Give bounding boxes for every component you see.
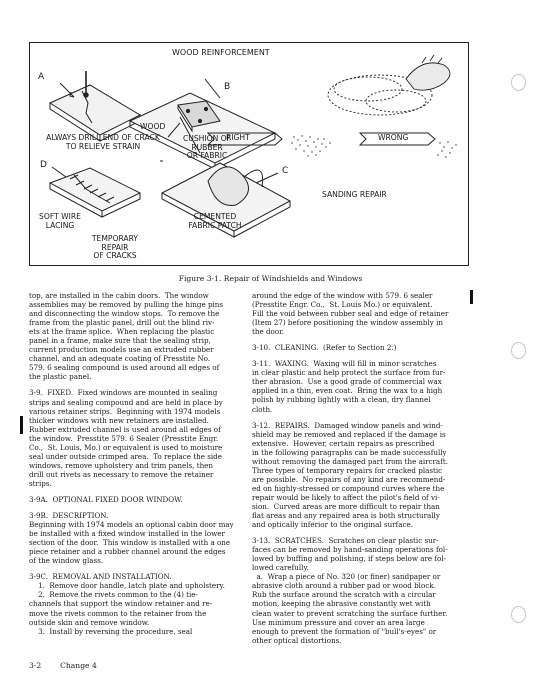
right-label: RIGHT (226, 133, 250, 142)
text-line: clean water to prevent scratching the surface further. (252, 608, 448, 618)
binder-hole (511, 74, 526, 91)
text-line: 3-9B. DESCRIPTION. (29, 511, 109, 521)
figure-3-1 (29, 42, 469, 266)
text-line: cloth. (252, 404, 273, 414)
text-line: Rub the surface around the scratch with a circular (252, 590, 436, 600)
text-line: shield may be removed and replaced if the damage is (252, 429, 446, 439)
text-line: (Item 27) before positioning the window assembly in (252, 318, 443, 328)
text-line: and optically inferior to the original surface. (252, 520, 414, 530)
text-line: move the rivets common to the retainer from the (29, 608, 207, 618)
letter-c: C (282, 166, 289, 176)
letter-d: D (40, 160, 47, 170)
repair-illustration (30, 43, 468, 265)
text-line: be installed with a fixed window installed in the lower (29, 529, 225, 539)
text-line: enough to prevent the formation of "bull's-eyes" or (252, 626, 437, 636)
cemented-label: CEMENTED FABRIC PATCH (188, 212, 242, 230)
text-line: panel in a frame, make sure that the sealing strip, (29, 336, 211, 346)
text-line: the window. Presstite 579. 6 Sealer (Presstite Engr. (29, 433, 219, 443)
text-line: various retainer strips. Beginning with 1974 models (29, 406, 221, 416)
text-line: abrasive cloth around a rubber pad or wood block. (252, 581, 436, 591)
text-line: without removing the damaged part from the aircraft. (252, 456, 448, 466)
text-line: Use minimum pressure and cover an area large (252, 617, 425, 627)
text-line: 2. Remove the rivets common to the (4) tie- (29, 590, 198, 600)
soft-wire-label: SOFT WIRE LACING (39, 212, 81, 230)
text-line: thicker windows with new retainers are installed. (29, 415, 209, 425)
text-line: channels that support the window retainer and re- (29, 599, 213, 609)
temporary-repair-label: TEMPORARY REPAIR OF CRACKS (91, 234, 139, 261)
text-line: other optical distortions. (252, 635, 342, 645)
drill-note: ALWAYS DRILL END OF CRACK TO RELIEVE STRAIN (46, 133, 160, 151)
text-line: in the following paragraphs can be made successfully (252, 447, 447, 457)
text-line: Co., St. Louis, Mo.) or equivalent is used to moisture (29, 442, 223, 452)
text-line: ther abrasion. Use a good grade of commercial wax (252, 377, 442, 387)
text-line: a. Wrap a piece of No. 320 (or finer) sandpaper or (252, 572, 441, 582)
text-line: Three types of temporary repairs for cracked plastic (252, 465, 443, 475)
text-line: Beginning with 1974 models an optional cabin door may (29, 520, 234, 530)
text-line: 3-11. WAXING. Waxing will fill in minor scratches (252, 359, 437, 369)
figure-caption: Figure 3-1. Repair of Windshields and Windows (178, 274, 363, 283)
panel-a-crack-drilling (50, 71, 140, 141)
cushion-label: CUSHION OF RUBBER OR FABRIC (182, 134, 232, 161)
text-line: channel, and an adequate coating of Presstite No. (29, 354, 211, 364)
text-line: lowed carefully. (252, 563, 309, 573)
text-line: section of the door. This window is installed with a one (29, 538, 231, 548)
text-line: 3. Install by reversing the procedure, seal (29, 626, 193, 636)
text-line: frame from the plastic panel, drill out the blind riv- (29, 318, 215, 328)
text-line: 3-9C. REMOVAL AND INSTALLATION. (29, 572, 172, 582)
revision-bar-left (20, 416, 23, 434)
text-line: outside skin and remove window. (29, 617, 150, 627)
figure-title: WOOD REINFORCEMENT (172, 48, 270, 57)
sanding-hand-illustration (328, 55, 450, 115)
text-line: strips. (29, 478, 52, 488)
sanding-repair-label: SANDING REPAIR (322, 190, 387, 199)
text-line: 3-10. CLEANING. (Refer to Section 2.) (252, 343, 397, 353)
left-column (29, 291, 261, 636)
page-footer (29, 661, 97, 670)
text-line: drill out rivets as necessary to remove the retainer (29, 469, 214, 479)
text-line: of the window glass. (29, 556, 104, 566)
wrong-sanding-stipple (437, 141, 456, 157)
text-line: strips and sealing compound and are held in place by (29, 397, 223, 407)
text-line: in clear plastic and help protect the surface from fur- (252, 368, 446, 378)
binder-hole (511, 606, 526, 623)
text-line: the plastic panel. (29, 372, 92, 382)
revision-bar-right (470, 290, 473, 304)
text-line: around the edge of the window with 579. 6 sealer (252, 291, 433, 300)
text-line: 3-13. SCRATCHES. Scratches on clear plastic sur- (252, 536, 439, 546)
text-line: 579. 6 sealing compound is used around all edges of (29, 363, 220, 373)
change-label: Change 4 (60, 661, 97, 670)
binder-hole (511, 342, 526, 359)
text-line: 1. Remove door handle, latch plate and upholstery. (29, 581, 225, 591)
text-line: 3-9A. OPTIONAL FIXED DOOR WINDOW. (29, 494, 183, 504)
text-line: and disconnecting the window stops. To remove the (29, 309, 220, 319)
text-line: Rubber extruded channel is used around all edges of (29, 424, 221, 434)
text-line: 3-12. REPAIRS. Damaged window panels and wind- (252, 420, 443, 430)
text-line: current production models use an extruded rubber (29, 345, 214, 355)
text-line: ets at the frame splice. When replacing the plastic (29, 327, 215, 337)
panel-d-wire-lacing (50, 167, 140, 217)
text-line: Fill the void between rubber seal and edge of retainer (252, 309, 449, 319)
text-line: assemblies may be removed by pulling the hinge pins (29, 300, 224, 310)
text-line: (Presstite Engr. Co., St. Louis Mo.) or equivalent. (252, 300, 433, 310)
right-column (252, 291, 484, 645)
text-line: 3-9. FIXED. Fixed windows are mounted in sealing (29, 388, 218, 398)
text-line: sion. Curved areas are more difficult to repair than (252, 501, 440, 511)
text-line: seal under outside crimped area. To replace the side (29, 451, 222, 461)
text-line: lowed by buffing and polishing, if steps below are fol- (252, 554, 447, 564)
text-line: extensive. However, certain repairs as prescribed (252, 438, 435, 448)
text-line: applied in a thin, even coat. Bring the wax to a high (252, 386, 443, 396)
wood-label: WOOD (140, 122, 166, 131)
letter-b: B (224, 82, 231, 92)
text-line: windows, remove upholstery and trim panels, then (29, 460, 213, 470)
text-line: faces can be removed by hand-sanding operations fol- (252, 545, 448, 555)
text-line: piece retainer and a rubber channel around the edges (29, 547, 226, 557)
text-line: polish by rubbing lightly with a clean, dry flannel (252, 395, 431, 405)
text-line: top, are installed in the cabin doors. The window (29, 291, 209, 300)
text-line: motion, keeping the abrasive constantly wet with (252, 599, 431, 609)
text-line: ed on highly-stressed or compound curves where the (252, 483, 445, 493)
text-line: flat areas and any repaired area is both structurally (252, 511, 440, 521)
text-line: repair would be likely to affect the pilot's field of vi- (252, 492, 440, 502)
text-line: the door. (252, 327, 285, 337)
wrong-label: WRONG (378, 133, 409, 142)
right-sanding-stipple (291, 135, 330, 156)
letter-a: A (38, 72, 45, 82)
page-number: 3-2 (29, 661, 42, 670)
text-line: are possible. No repairs of any kind are recommend- (252, 474, 446, 484)
